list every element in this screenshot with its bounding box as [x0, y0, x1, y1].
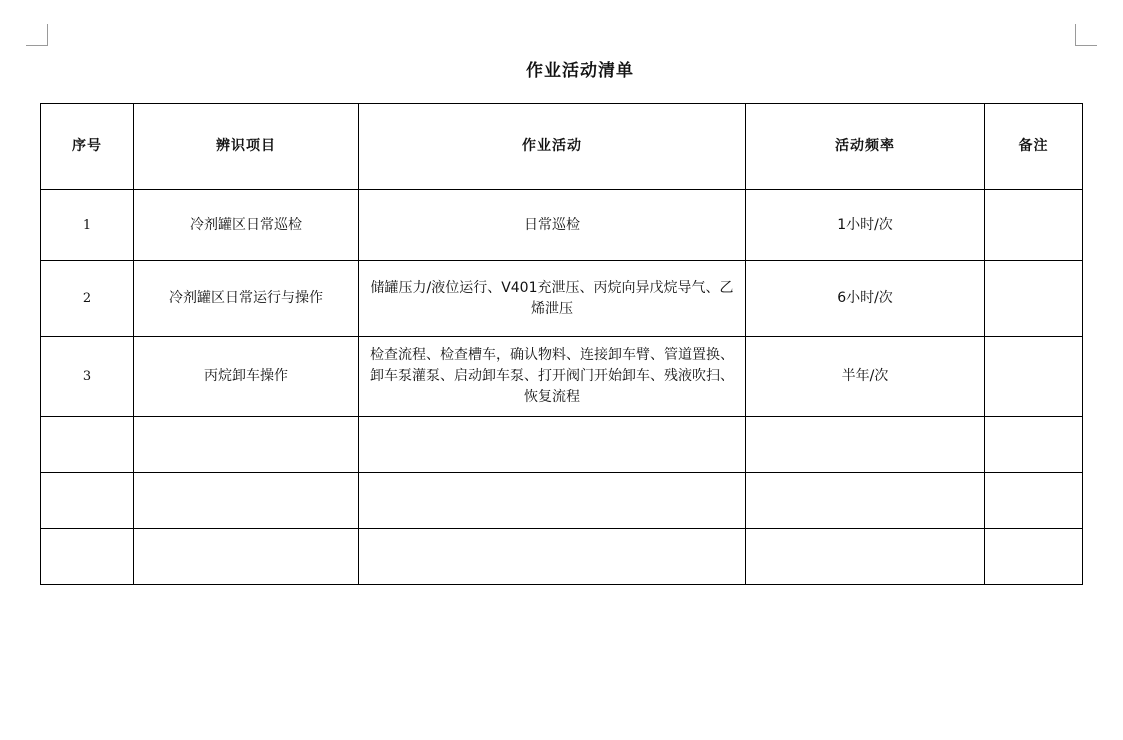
cell-empty[interactable] [985, 417, 1083, 473]
cell-item[interactable]: 冷剂罐区日常巡检 [134, 190, 359, 261]
cell-empty[interactable] [746, 417, 985, 473]
cell-empty[interactable] [134, 529, 359, 585]
document-title: 作业活动清单 [526, 61, 634, 81]
cell-remark[interactable] [985, 190, 1083, 261]
cell-empty[interactable] [359, 417, 746, 473]
table-row-empty [41, 473, 1083, 529]
cell-empty[interactable] [41, 417, 134, 473]
table-row [41, 261, 1083, 337]
cell-activity[interactable]: 储罐压力/液位运行、V401充泄压、丙烷向异戊烷导气、乙烯泄压 [359, 261, 746, 337]
header-frequency: 活动频率 [746, 104, 985, 190]
cell-empty[interactable] [41, 529, 134, 585]
cell-empty[interactable] [985, 473, 1083, 529]
crop-mark-top-right [1075, 24, 1097, 46]
cell-frequency[interactable]: 1小时/次 [746, 190, 985, 261]
cell-empty[interactable] [746, 529, 985, 585]
cell-no[interactable]: 1 [41, 190, 134, 261]
cell-empty[interactable] [134, 473, 359, 529]
cell-no[interactable]: 2 [41, 261, 134, 337]
crop-mark-top-left [26, 24, 48, 46]
cell-item[interactable]: 丙烷卸车操作 [134, 337, 359, 417]
cell-empty[interactable] [359, 529, 746, 585]
table-row-empty [41, 417, 1083, 473]
cell-frequency[interactable]: 6小时/次 [746, 261, 985, 337]
cell-frequency[interactable]: 半年/次 [746, 337, 985, 417]
cell-empty[interactable] [746, 473, 985, 529]
table-header-row [41, 104, 1083, 190]
cell-empty[interactable] [985, 529, 1083, 585]
activity-table [40, 103, 1083, 585]
cell-activity[interactable]: 检查流程、检查槽车，确认物料、连接卸车臂、管道置换、卸车泵灌泵、启动卸车泵、打开阀门开始卸车、残液吹扫、恢复流程 [359, 337, 746, 417]
cell-remark[interactable] [985, 261, 1083, 337]
table-row [41, 337, 1083, 417]
cell-activity[interactable]: 日常巡检 [359, 190, 746, 261]
header-activity: 作业活动 [359, 104, 746, 190]
header-item: 辨识项目 [134, 104, 359, 190]
cell-remark[interactable] [985, 337, 1083, 417]
cell-no[interactable]: 3 [41, 337, 134, 417]
cell-empty[interactable] [359, 473, 746, 529]
table-row-empty [41, 529, 1083, 585]
table-row [41, 190, 1083, 261]
cell-empty[interactable] [41, 473, 134, 529]
cell-item[interactable]: 冷剂罐区日常运行与操作 [134, 261, 359, 337]
header-remark: 备注 [985, 104, 1083, 190]
cell-empty[interactable] [134, 417, 359, 473]
header-no: 序号 [41, 104, 134, 190]
